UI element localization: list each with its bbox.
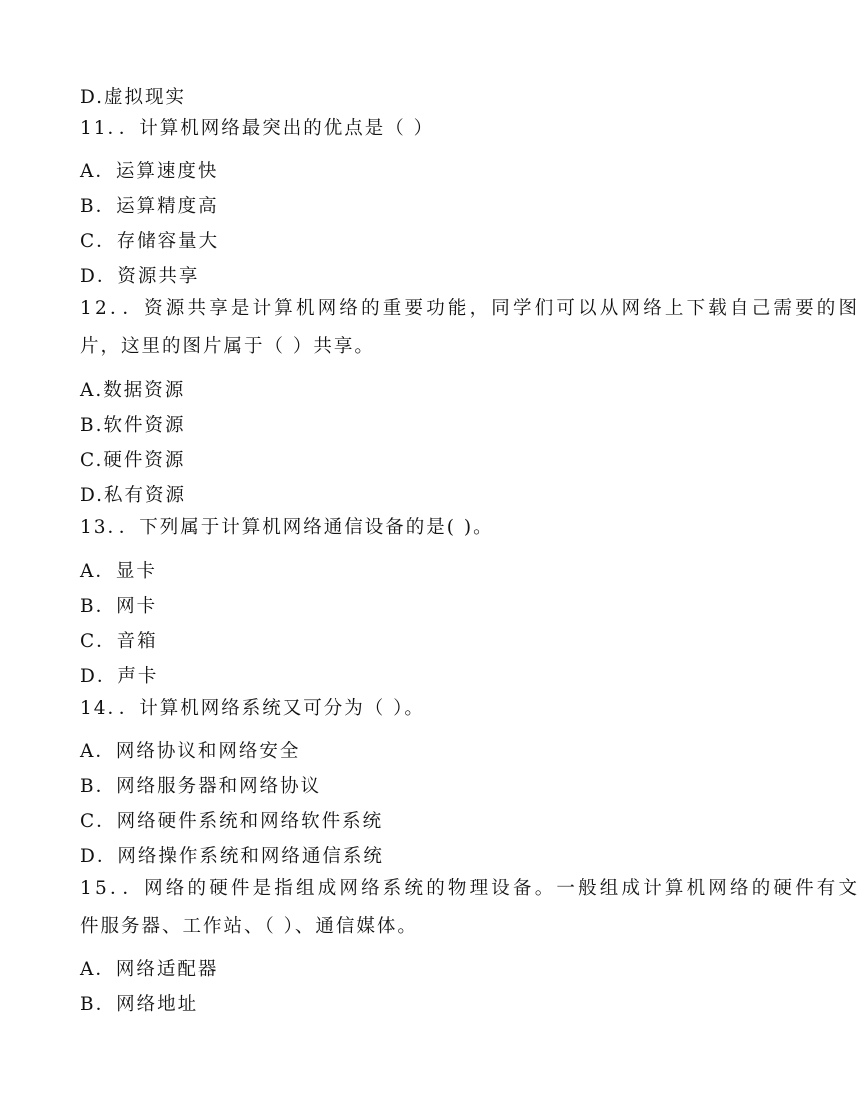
q15-option-a: A．网络适配器 [80,959,219,980]
q14-option-d: D．网络操作系统和网络通信系统 [80,846,384,867]
q13-option-d: D．声卡 [80,666,159,687]
q13-stem: 13．．下列属于计算机网络通信设备的是( )。 [80,517,494,538]
q12-stem-line1: 12．．资源共享是计算机网络的重要功能，同学们可以从网络上下载自己需要的图 [80,298,860,319]
q11-option-d: D．资源共享 [80,266,200,287]
q14-option-b: B．网络服务器和网络协议 [80,776,322,797]
q15-option-b: B．网络地址 [80,994,199,1015]
q12-option-c: C.硬件资源 [80,450,186,471]
q14-stem: 14．．计算机网络系统又可分为（ ）。 [80,698,425,719]
q12-option-b: B.软件资源 [80,415,186,436]
q11-option-b: B．运算精度高 [80,196,219,217]
q15-stem-line2: 件服务器、工作站、（ ）、通信媒体。 [80,916,418,937]
q11-stem: 11．．计算机网络最突出的优点是（ ） [80,118,435,139]
q13-option-c: C．音箱 [80,631,158,652]
q12-option-d: D.私有资源 [80,485,187,506]
q11-option-c: C．存储容量大 [80,231,220,252]
q14-option-c: C．网络硬件系统和网络软件系统 [80,811,384,832]
q11-option-a: A．运算速度快 [80,161,219,182]
q13-option-b: B．网卡 [80,596,158,617]
q15-stem-line1: 15．．网络的硬件是指组成网络系统的物理设备。一般组成计算机网络的硬件有文 [80,878,860,899]
q12-option-a: A.数据资源 [80,380,186,401]
q10-option-d: D.虚拟现实 [80,87,187,108]
q12-stem-line2: 片，这里的图片属于（ ）共享。 [80,336,375,357]
q14-option-a: A．网络协议和网络安全 [80,741,301,762]
q13-option-a: A．显卡 [80,561,157,582]
